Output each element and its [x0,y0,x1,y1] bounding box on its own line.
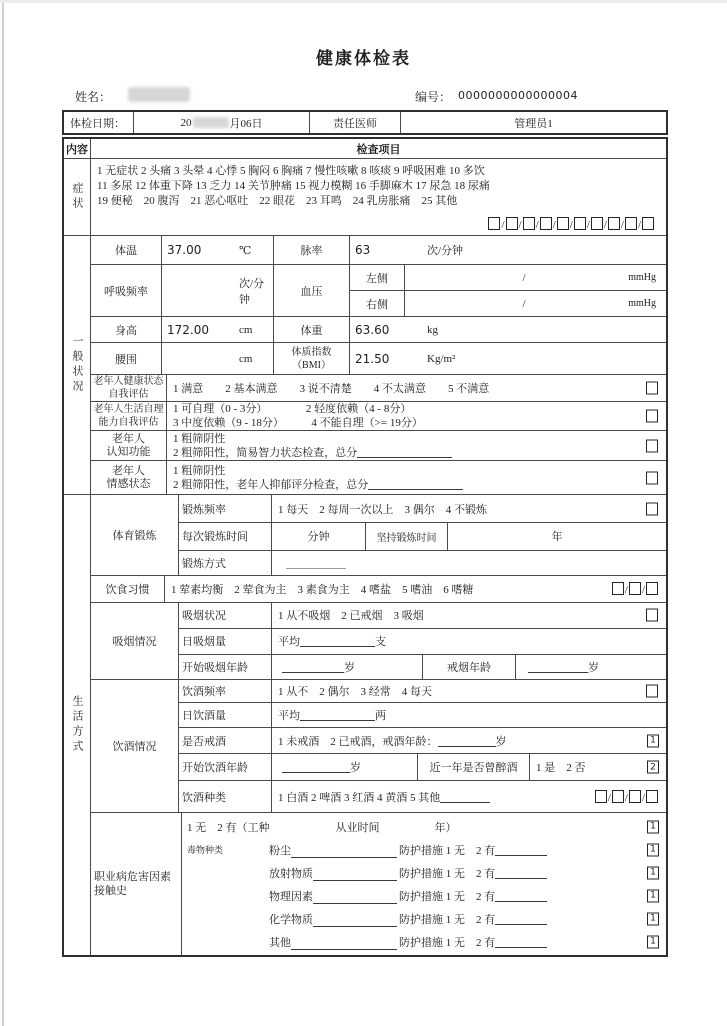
elderly-emotion-options-line2 [173,478,640,492]
bp-left-value [404,265,666,290]
elderly-emotion-row [91,460,666,494]
smoking-group-body [178,603,666,679]
occupational-toxin-row-radiation [182,861,666,884]
checkbox[interactable] [523,217,535,230]
symptoms-section-label: 症状 [64,159,91,235]
slash-separator: / [607,791,611,804]
blood-pressure-cell [349,265,666,316]
lifestyle-section-label: 生活方式 [64,495,91,955]
drinking-quit-flag-box[interactable]: 1 [647,734,659,747]
toxin-flag-box-other[interactable]: 1 [647,935,659,948]
slash-separator: / [641,791,645,804]
smoking-start-age-unit: 岁 [344,661,355,674]
drinking-kinds-options [271,781,666,812]
smoking-daily-label: 日吸烟量 [182,636,226,649]
bp-right-label: 右侧 [366,298,388,311]
smoking-daily-row [179,628,666,654]
toxin-name-dust: 粉尘 [269,844,291,857]
protection-text: 防护措施 1 无 2 有 [399,867,496,880]
bp-right-row [350,290,666,316]
elderly-cognition-score-blank[interactable] [357,446,452,458]
smoking-start-age-label: 开始吸烟年龄 [182,661,248,674]
exam-date-value [133,112,309,133]
elderly-selfcare-options-line2: 3 中度依赖（9 - 18分） 4 不能自理（>= 19分） [173,417,423,429]
bmi-unit: Kg/m² [427,352,456,365]
toxin-name-blank[interactable] [313,869,397,881]
exercise-frequency-label: 锻炼频率 [182,503,226,516]
drinking-quit-label: 是否戒酒 [182,735,226,748]
drinking-daily-cell [271,703,666,727]
exercise-group-label: 体育锻炼 [112,530,157,542]
smoking-daily-cell [271,629,666,654]
smoking-daily-blank[interactable] [300,635,375,647]
checkbox[interactable] [595,790,607,803]
content-column-header: 内容 [64,139,91,158]
occupational-label-line1: 职业病危害因素 [94,871,171,883]
waist-unit: cm [239,352,253,365]
elderly-emotion-checkbox[interactable] [646,471,658,484]
exercise-frequency-row [179,495,666,522]
drinking-daily-label: 日饮酒量 [182,710,226,723]
elderly-cognition-row [91,430,666,460]
smoking-quit-age-blank[interactable] [528,661,588,673]
doctor-value: 管理员1 [400,112,666,133]
exercise-duration-row [179,522,666,549]
diet-options-text: 1 荤素均衡 2 荤食为主 3 素食为主 4 嗜盐 5 嗜油 6 嗜糖 [171,584,474,596]
drinking-drunk-options [529,754,666,780]
viewer-left-edge [2,3,4,1026]
elderly-health-self-label [91,375,166,401]
smoking-status-checkbox[interactable] [646,609,658,622]
checkbox[interactable] [574,217,586,230]
height-value: 172.00 [167,322,209,337]
drinking-quit-age-blank[interactable] [438,735,496,747]
drinking-start-age-unit: 岁 [350,762,361,775]
symptoms-checkbox-group [97,217,660,231]
drinking-start-age-row [179,753,666,780]
drinking-group-label: 饮酒情况 [112,741,157,753]
symptoms-content [91,159,666,235]
name-label: 姓名： [75,90,112,104]
smoking-status-label: 吸烟状况 [182,610,226,623]
drinking-kinds-other-blank[interactable] [440,791,490,803]
bmi-label-line2: （BMI） [292,359,331,371]
drinking-daily-blank[interactable] [300,709,375,721]
slash-separator: / [501,219,505,231]
exercise-mode-blank[interactable] [286,557,346,569]
slash-separator: / [603,219,607,231]
protection-blank[interactable] [495,913,547,925]
elderly-cognition-label-line1: 老年人 [112,432,145,445]
general-status-section [64,235,666,494]
waist-label: 腰围 [115,353,137,366]
symptoms-line-2: 11 多尿 12 体重下降 13 乏力 14 关节肿痛 15 视力模糊 16 手脚麻木 17 尿急 18 尿痛 [97,180,490,192]
diet-checkbox-group [612,582,658,596]
toxin-flag-box-dust[interactable]: 1 [647,843,659,856]
exam-date-label: 体检日期： [70,117,125,130]
exercise-mode-label: 锻炼方式 [182,557,226,570]
drinking-daily-row [179,702,666,727]
elderly-health-self-checkbox[interactable] [646,382,658,395]
drinking-frequency-checkbox[interactable] [646,685,658,698]
smoking-quit-age-unit: 岁 [588,661,599,674]
drinking-drunk-flag-box[interactable]: 2 [647,761,659,774]
occupational-content [181,813,666,955]
exercise-persist-unit: 年 [447,523,666,549]
items-column-header: 检查项目 [356,143,401,156]
toxin-flag-box-physical[interactable]: 1 [647,889,659,902]
bp-right-value [404,291,666,316]
symptoms-section [64,158,666,235]
elderly-selfcare-label [91,402,166,430]
bmi-value: 21.50 [355,351,390,366]
drinking-quit-options [271,728,666,753]
elderly-emotion-label-line1: 老年人 [112,464,145,477]
symptoms-line-1: 1 无症状 2 头痛 3 头晕 4 心悸 5 胸闷 6 胸痛 7 慢性咳嗽 8 咳痰 9 呼吸困难 10 多饮 [97,165,485,177]
slash-separator: / [518,219,522,231]
exam-date-suffix: 月06日 [229,117,263,130]
checkbox[interactable] [608,217,620,230]
checkbox[interactable] [488,217,500,230]
exam-date-prefix: 20 [180,116,192,129]
elderly-selfcare-options [166,402,666,430]
smoking-quit-age-label: 戒烟年龄 [422,655,515,679]
protection-blank[interactable] [495,890,547,902]
drinking-frequency-options-text: 1 从不 2 偶尔 3 经常 4 每天 [278,686,432,699]
smoking-quit-age-cell [515,655,666,679]
protection-text: 防护措施 1 无 2 有 [399,913,496,926]
diet-options [164,576,666,602]
elderly-cognition-options [166,431,666,460]
checkbox[interactable] [557,217,569,230]
exercise-mode-row [179,550,666,575]
smoking-status-options [271,603,666,628]
elderly-selfcare-row [91,401,666,430]
slash-separator: / [620,219,624,231]
elderly-selfcare-options-line1: 1 可自理（0 - 3分） 2 轻度依赖（4 - 8分） [173,403,412,415]
occupational-toxin-row-physical [182,884,666,907]
table-header-row [64,139,666,158]
elderly-health-self-options-text: 1 满意 2 基本满意 3 说不清楚 4 不太满意 5 不满意 [173,383,490,395]
weight-cell [349,317,666,342]
drinking-group-body [178,680,666,812]
drinking-drunk-label: 近一年是否曾醉酒 [417,754,529,780]
lifestyle-section [64,494,666,955]
height-label: 身高 [115,324,137,337]
waist-bmi-row [91,342,666,374]
diet-row [91,575,666,602]
slash-separator: / [641,584,645,596]
pulse-unit: 次/分钟 [427,245,464,257]
drinking-drunk-options-text: 1 是 2 否 [536,762,586,775]
toxin-name-physical: 物理因素 [269,890,313,903]
slash-separator: / [535,219,539,231]
bp-left-slash: / [522,271,526,284]
bp-left-unit: mmHg [628,272,656,283]
occupational-row [91,812,666,955]
smoking-group-label: 吸烟情况 [112,636,157,648]
toxin-name-blank[interactable] [291,938,397,950]
elderly-emotion-score-text: 2 粗筛阳性，老年人抑郁评分检查，总分 [173,478,369,491]
elderly-selfcare-label-line2: 能力自我评估 [98,417,159,428]
elderly-emotion-label-line2: 情感状态 [106,477,151,490]
height-unit: cm [239,323,253,336]
elderly-cognition-options-line2 [173,446,640,460]
drinking-start-age-cell [271,754,417,780]
meta-row [0,88,727,106]
slash-separator: / [637,219,641,231]
elderly-health-self-options [166,375,666,401]
elderly-emotion-label [91,461,166,494]
smoking-daily-prefix: 平均 [278,636,300,649]
bp-left-row [350,265,666,290]
weight-label: 体重 [273,317,349,342]
smoking-status-options-text: 1 从不吸烟 2 已戒烟 3 吸烟 [278,610,424,623]
name-value-redacted [128,87,190,102]
temperature-value: 37.00 [167,243,202,257]
slash-separator: / [624,584,628,596]
waist-cell [161,343,273,374]
occupational-toxin-row-other [182,930,666,953]
weight-value: 63.60 [355,322,390,337]
smoking-group-row [91,602,666,679]
checkbox[interactable] [612,582,624,595]
drinking-frequency-row [179,680,666,702]
drinking-kinds-options-text: 1 白酒 2 啤酒 3 红酒 4 黄酒 5 其他 [278,791,441,804]
drinking-daily-unit: 两 [375,710,386,723]
smoking-status-row [179,603,666,628]
smoking-start-age-cell [271,655,422,679]
toxin-name-blank[interactable] [291,846,397,858]
pulse-cell [349,236,666,264]
slash-separator: / [586,219,590,231]
elderly-selfcare-label-line1: 老年人生活自理 [93,404,164,415]
exercise-persist-label: 坚持锻炼时间 [365,523,447,549]
elderly-health-self-row [91,374,666,401]
page-title: 健康体检表 [316,49,411,68]
occupational-label [91,813,181,955]
bmi-label-line1: 体质指数 [291,346,332,358]
general-status-section-label: 一般状况 [64,236,91,494]
occupational-head-line [182,815,666,838]
exercise-frequency-options [271,495,666,522]
exam-date-table [62,110,668,135]
diet-label: 饮食习惯 [105,584,150,596]
elderly-health-self-label-line1: 老年人健康状态 [93,376,164,387]
bp-right-slash: / [522,297,526,310]
slash-separator: / [624,791,628,804]
toxin-name-blank[interactable] [313,915,397,927]
drinking-frequency-label: 饮酒频率 [182,686,226,699]
bp-right-unit: mmHg [628,298,656,309]
exercise-frequency-options-text: 1 每天 2 每周一次以上 3 偶尔 4 不锻炼 [278,503,487,516]
toxin-flag-box-radiation[interactable]: 1 [647,866,659,879]
temperature-pulse-row [91,236,666,264]
bp-left-label: 左侧 [366,272,388,285]
doctor-label: 责任医师 [309,112,400,133]
toxin-name-other: 其他 [269,936,291,949]
elderly-emotion-options-line1: 1 粗筛阴性 [173,464,226,477]
elderly-emotion-options [166,461,666,494]
slash-separator: / [552,219,556,231]
temperature-label: 体温 [115,245,137,257]
symptoms-line-3: 19 便秘 20 腹泻 21 恶心呕吐 22 眼花 23 耳鸣 24 乳房胀痛 25 其他 [97,195,458,207]
exercise-duration-unit: 分钟 [271,523,365,549]
weight-unit: kg [427,323,438,336]
drinking-quit-options-text: 1 未戒酒 2 已戒酒，戒酒年龄： [278,735,438,748]
protection-blank[interactable] [495,844,547,856]
respiration-bp-row [91,264,666,316]
checkbox[interactable] [646,790,658,803]
exercise-mode-cell [271,551,666,575]
toxin-type-label: 毒物种类 [187,845,224,855]
bmi-label [273,343,349,374]
occupational-toxin-row-chemical [182,907,666,930]
checkbox[interactable] [629,582,641,595]
exercise-duration-label: 每次锻炼时间 [182,531,248,544]
checkbox[interactable] [612,790,624,803]
respiration-cell [161,265,273,316]
protection-blank[interactable] [495,936,547,948]
toxin-flag-box-chemical[interactable]: 1 [647,912,659,925]
respiration-label: 呼吸频率 [104,285,148,298]
exercise-group-row [91,495,666,575]
elderly-cognition-options-line1: 1 粗筛阴性 [173,432,226,445]
elderly-cognition-score-text: 2 粗筛阳性，简易智力状态检查，总分 [173,446,358,459]
serial-label: 编号： [415,90,452,104]
exam-date-redacted [193,117,229,128]
drinking-quit-row [179,727,666,753]
checkbox[interactable] [629,790,641,803]
drinking-start-age-blank[interactable] [282,761,350,773]
main-table [62,137,668,957]
respiration-unit: 次/分钟 [239,277,265,306]
elderly-cognition-label [91,431,166,460]
drinking-kinds-checkbox-group [595,790,658,804]
drinking-frequency-options [271,680,666,702]
protection-blank[interactable] [495,867,547,879]
drinking-quit-age-unit: 岁 [495,735,507,748]
occupational-toxin-row-dust [182,838,666,861]
viewer-top-edge [0,0,727,3]
drinking-group-row [91,679,666,812]
temperature-unit: ℃ [239,244,252,257]
drinking-daily-prefix: 平均 [278,710,300,723]
drinking-kinds-label: 饮酒种类 [182,791,226,804]
blood-pressure-label: 血压 [273,265,349,316]
slash-separator: / [569,219,573,231]
bmi-cell [349,343,666,374]
checkbox[interactable] [540,217,552,230]
pulse-value: 63 [355,243,371,257]
checkbox[interactable] [506,217,518,230]
drinking-start-age-label: 开始饮酒年龄 [182,762,248,775]
temperature-cell [161,236,273,264]
serial-value: 0000000000000004 [458,89,578,102]
pulse-label: 脉率 [273,236,349,264]
occupational-head-flag-box[interactable]: 1 [647,820,659,833]
protection-text: 防护措施 1 无 2 有 [399,890,496,903]
smoking-age-row [179,654,666,679]
height-cell [161,317,273,342]
smoking-daily-unit: 支 [375,636,386,649]
exercise-group-body [178,495,666,575]
checkbox[interactable] [646,582,658,595]
smoking-start-age-blank[interactable] [282,661,344,673]
toxin-name-blank[interactable] [313,892,397,904]
occupational-head-text: 1 无 2 有（工种 从业时间 年） [187,821,457,834]
exercise-frequency-checkbox[interactable] [646,502,658,515]
elderly-health-self-label-line2: 自我评估 [108,389,149,400]
protection-text: 防护措施 1 无 2 有 [399,936,496,949]
elderly-cognition-checkbox[interactable] [646,439,658,452]
elderly-cognition-label-line2: 认知功能 [106,445,151,458]
checkbox[interactable] [591,217,603,230]
occupational-label-line2: 接触史 [94,885,127,897]
checkbox[interactable] [625,217,637,230]
height-weight-row [91,316,666,342]
protection-text: 防护措施 1 无 2 有 [399,844,496,857]
checkbox[interactable] [642,217,654,230]
toxin-name-radiation: 放射物质 [269,867,313,880]
toxin-name-chemical: 化学物质 [269,913,313,926]
elderly-selfcare-checkbox[interactable] [646,410,658,423]
drinking-kinds-row [179,780,666,812]
elderly-emotion-score-blank[interactable] [368,478,463,490]
